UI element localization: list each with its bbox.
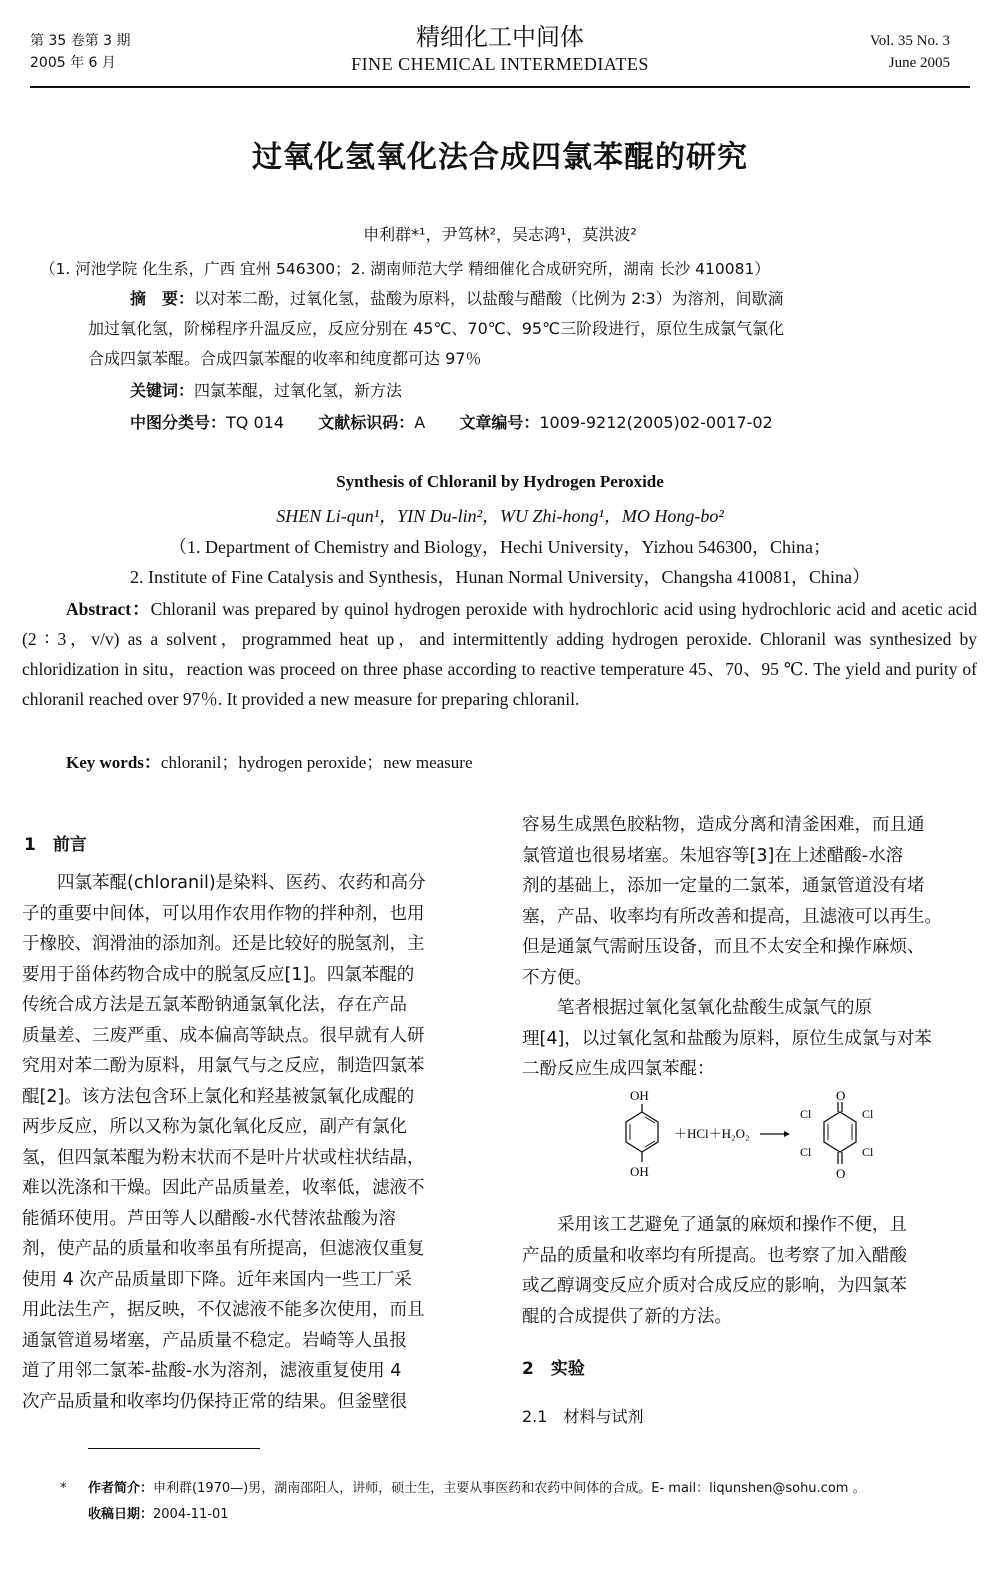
text-line: 塞，产品、收率均有所改善和提高，且滤液可以再生。 — [522, 906, 942, 927]
text-line: 采用该工艺避免了通氯的麻烦和操作不便，且 — [522, 1215, 907, 1235]
issue-date: 2005 年 6 月 — [30, 55, 116, 71]
english-abstract-text: Chloranil was prepared by quinol hydrogen peroxide with hydrochloric acid using hydrochloric acid and acetic acid (2 ∶ 3，v/v) as a solvent，programmed heat up，and intermittently adding hydrogen peroxide. Chloranil was synthesized by chloridization in situ，reaction was proceed on three phase according to reactive temperature 45、70、95 ℃. The yield and purity of chloranil reached over 97％. It provided a new measure for preparing chloranil. — [22, 599, 978, 709]
section-2-1-heading: 2.1 材料与试剂 — [522, 1407, 644, 1426]
abstract-text-1: 以对苯二酚，过氧化氢，盐酸为原料，以盐酸与醋酸（比例为 2∶3）为溶剂，间歇滴 — [194, 289, 784, 308]
right-column-bottom — [522, 1210, 978, 1332]
english-authors: SHEN Li-qun¹，YIN Du-lin²，WU Zhi-hong¹，MO Hong-bo² — [276, 506, 724, 526]
abstract-line-1 — [130, 284, 784, 314]
text-line: 要用于甾体药物合成中的脱氢反应[1]。四氯苯醌的 — [22, 964, 415, 985]
english-title: Synthesis of Chloranil by Hydrogen Peroxide — [336, 472, 664, 491]
paper-title: 过氧化氢氧化法合成四氯苯醌的研究 — [252, 140, 748, 175]
section-1-heading: 1 前言 — [24, 835, 87, 855]
footnote-received-text: 2004-11-01 — [153, 1507, 229, 1522]
chloranil-ring — [824, 1112, 856, 1152]
abstract-line-3: 合成四氯苯醌。合成四氯苯醌的收率和纯度都可达 97％ — [88, 349, 482, 368]
footnote-author-text: 申利群(1970—)男，湖南邵阳人，讲师，硕士生，主要从事医药和农药中间体的合成。E- mail：liqunshen@sohu.com 。 — [153, 1481, 866, 1496]
text-line: 次产品质量和收率均仍保持正常的结果。但釜壁很 — [22, 1391, 407, 1412]
english-keywords-text: chloranil；hydrogen peroxide；new measure — [160, 753, 473, 772]
footnote-author-label: 作者简介： — [88, 1481, 154, 1496]
text-line: 四氯苯醌(chloranil)是染料、医药、农药和高分 — [22, 873, 426, 893]
english-affiliation-2: 2. Institute of Fine Catalysis and Synthesis，Hunan Normal University，Changsha 410081，China） — [130, 567, 870, 587]
english-abstract-label: Abstract： — [66, 599, 151, 619]
text-line: 通氯管道易堵塞，产品质量不稳定。岩崎等人虽报 — [22, 1330, 407, 1351]
text-line: 难以洗涤和干燥。因此产品质量差，收率低，滤液不 — [22, 1178, 425, 1198]
clc-value: TQ 014 — [226, 413, 285, 432]
footnote-received — [88, 1504, 229, 1526]
classification-line — [130, 408, 773, 438]
issue-date-en: June 2005 — [888, 55, 950, 71]
doc-code-label: 文献标识码： — [318, 413, 415, 432]
text-line: 使用 4 次产品质量即下降。近年来国内一些工厂采 — [22, 1269, 412, 1290]
text-line: 氯管道也很易堵塞。朱旭容等[3]在上述醋酸-水溶 — [522, 845, 904, 866]
text-line: 两步反应，所以又称为氯化氧化反应，副产有氯化 — [22, 1117, 407, 1137]
chloranil-cl-2: Cl — [862, 1107, 874, 1121]
clc-label: 中图分类号： — [130, 413, 227, 432]
text-line: 醌的合成提供了新的方法。 — [522, 1306, 732, 1327]
text-line: 产品的质量和收率均有所提高。也考察了加入醋酸 — [522, 1245, 907, 1266]
text-line: 道了用邻二氯苯-盐酸-水为溶剂，滤液重复使用 4 — [22, 1361, 402, 1381]
issue-volume: 第 35 卷第 3 期 — [30, 33, 131, 49]
text-line: 用此法生产，据反映，不仅滤液不能多次使用，而且 — [22, 1300, 425, 1320]
text-line: 质量差、三废严重、成本偏高等缺点。很早就有人研 — [22, 1025, 425, 1046]
chloranil-o-top: O — [836, 1088, 846, 1103]
text-line: 容易生成黑色胶粘物，造成分离和清釜困难，而且通 — [522, 815, 925, 835]
english-keywords-label: Key words： — [66, 753, 161, 772]
hydroquinone-ring — [626, 1112, 658, 1152]
abstract-line-2: 加过氧化氢，阶梯程序升温反应，反应分别在 45℃、70℃、95℃三阶段进行，原位生成氯气氯化 — [88, 319, 785, 338]
text-line: 能循环使用。芦田等人以醋酸-水代替浓盐酸为溶 — [22, 1208, 396, 1229]
issue-volume-en: Vol. 35 No. 3 — [869, 33, 950, 49]
journal-name-en: FINE CHEMICAL INTERMEDIATES — [351, 54, 649, 74]
text-line: 氢，但四氯苯醌为粉末状而不是叶片状或柱状结晶， — [22, 1147, 425, 1168]
reagents: ＋HCl＋H₂O₂ — [674, 1126, 750, 1141]
issue-info-en — [870, 30, 950, 74]
reaction-scheme — [600, 1088, 900, 1208]
doc-code-value: A — [414, 413, 426, 432]
left-column — [22, 868, 478, 1417]
text-line: 传统合成方法是五氯苯酚钠通氯氧化法，存在产品 — [22, 995, 407, 1015]
issue-info — [30, 30, 131, 74]
chloranil-cl-4: Cl — [862, 1145, 874, 1159]
footnote-author: * 作者简介：申利群(1970—)男，湖南邵阳人，讲师，硕士生，主要从事医药和农药中间体的合成。E- mail：liqunshen@sohu.com 。 — [60, 1481, 866, 1496]
text-line: 究用对苯二酚为原料，用氯气与之反应，制造四氯苯 — [22, 1056, 425, 1076]
hydroquinone-oh-bottom: OH — [630, 1164, 649, 1179]
text-line: 醌[2]。该方法包含环上氯化和羟基被氯氧化成醌的 — [22, 1086, 415, 1107]
text-line: 剂，使产品的质量和收率虽有所提高，但滤液仅重复 — [22, 1239, 425, 1259]
keywords — [130, 376, 402, 406]
text-line: 笔者根据过氧化氢氧化盐酸生成氯气的原 — [522, 998, 872, 1018]
english-abstract — [22, 594, 977, 714]
text-line: 不方便。 — [522, 967, 592, 988]
text-line: 或乙醇调变反应介质对合成反应的影响，为四氯苯 — [522, 1276, 907, 1296]
footnote-rule — [88, 1448, 260, 1449]
author-list: 申利群*¹，尹笃林²，吴志鸿¹，莫洪波² — [363, 225, 637, 244]
footnote-received-label: 收稿日期： — [88, 1507, 154, 1522]
section-2-heading: 2 实验 — [522, 1359, 585, 1379]
keywords-label: 关键词： — [130, 381, 195, 400]
text-line: 子的重要中间体，可以用作农用作物的拌种剂，也用 — [22, 903, 425, 924]
chloranil-o-bottom: O — [836, 1166, 846, 1181]
keywords-text: 四氯苯醌，过氧化氢，新方法 — [194, 381, 403, 400]
chloranil-cl-3: Cl — [800, 1145, 812, 1159]
english-keywords — [66, 748, 472, 773]
english-affiliation-1: （1. Department of Chemistry and Biology，Hechi University，Yizhou 546300，China； — [169, 537, 831, 557]
hydroquinone-oh-top: OH — [630, 1088, 649, 1103]
right-column-top — [522, 810, 978, 1085]
text-line: 于橡胶、润滑油的添加剂。还是比较好的脱氢剂，主 — [22, 934, 425, 954]
journal-name-cn: 精细化工中间体 — [416, 23, 584, 51]
text-line: 但是通氯气需耐压设备，而且不太安全和操作麻烦、 — [522, 937, 925, 957]
text-line: 剂的基础上，添加一定量的二氯苯，通氯管道没有堵 — [522, 876, 925, 896]
text-line: 二酚反应生成四氯苯醌： — [522, 1059, 715, 1079]
abstract-label: 摘 要： — [130, 289, 195, 308]
affiliation: （1. 河池学院 化生系，广西 宜州 546300；2. 湖南师范大学 精细催化合成研究所，湖南 长沙 410081） — [40, 260, 770, 278]
article-no-value: 1009-9212(2005)02-0017-02 — [539, 413, 773, 432]
text-line: 理[4]，以过氧化氢和盐酸为原料，原位生成氯与对苯 — [522, 1028, 932, 1049]
article-no-label: 文章编号： — [459, 413, 540, 432]
journal-name — [250, 22, 750, 76]
chloranil-cl-1: Cl — [800, 1107, 812, 1121]
header-rule — [30, 86, 970, 88]
